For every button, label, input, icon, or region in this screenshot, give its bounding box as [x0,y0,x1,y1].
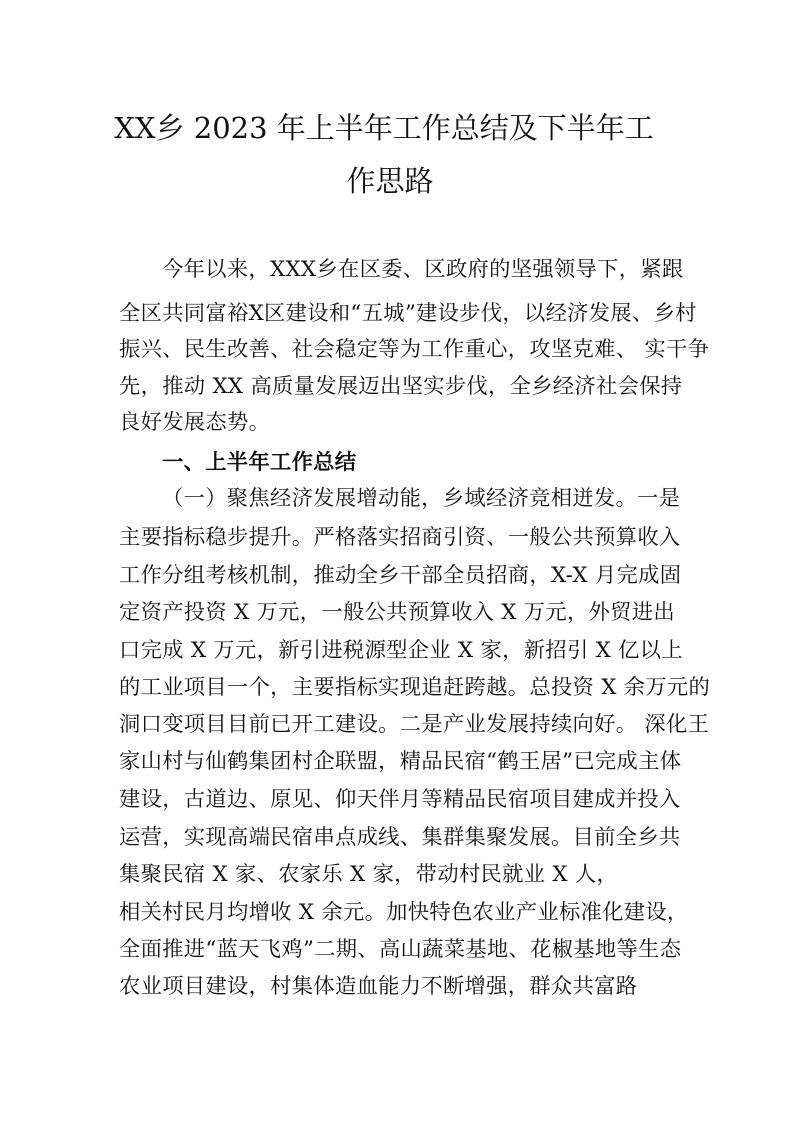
paragraph-line: 主要指标稳步提升。严格落实招商引资、一般公共预算收入 [119,525,681,550]
paragraph-line: 工作分组考核机制，推动全乡干部全员招商，X-X 月完成固 [119,563,682,588]
paragraph-line: 振兴、民生改善、社会稳定等为工作重心，攻坚克难、 实干争 [119,337,710,362]
paragraph-line: （一）聚焦经济发展增动能，乡域经济竞相迸发。一是 [162,486,681,511]
document-title-line-2: 作思路 [346,164,434,198]
paragraph-line: 全面推进“蓝天飞鸡”二期、高山蔬菜基地、花椒基地等生态 [119,937,682,962]
paragraph-line: 集聚民宿 X 家、农家乐 X 家，带动村民就业 X 人， [119,862,619,887]
paragraph-line: 家山村与仙鹤集团村企联盟，精品民宿“鹤王居”已完成主体 [119,749,682,774]
document-title-line-1: XX乡 2023 年上半年工作总结及下半年工 [114,111,654,145]
paragraph-line: 的工业项目一个，主要指标实现追赶跨越。总投资 X 余万元的 [119,675,711,700]
paragraph-line: 相关村民月均增收 X 余元。加快特色农业产业标准化建设， [119,900,689,925]
paragraph-line: 口完成 X 万元，新引进税源型企业 X 家，新招引 X 亿以上 [119,638,683,663]
paragraph-line: 今年以来，XXX乡在区委、区政府的坚强领导下，紧跟 [162,257,684,282]
paragraph-line: 先，推动 XX 高质量发展迈出坚实步伐，全乡经济社会保持 [119,374,683,399]
paragraph-line: 定资产投资 X 万元，一般公共预算收入 X 万元，外贸进出 [119,600,675,625]
paragraph-line: 农业项目建设，村集体造血能力不断增强，群众共富路 [119,974,638,999]
section-heading: 一、上半年工作总结 [162,450,357,475]
paragraph-line: 建设，古道边、原见、仰天伴月等精品民宿项目建成并投入 [119,787,681,812]
paragraph-line: 洞口变项目目前已开工建设。二是产业发展持续向好。 深化王 [119,712,710,737]
paragraph-line: 运营，实现高端民宿串点成线、集群集聚发展。目前全乡共 [119,825,681,850]
paragraph-line: 良好发展态势。 [119,410,271,435]
paragraph-line: 全区共同富裕X区建设和“五城”建设步伐，以经济发展、乡村 [119,301,697,326]
